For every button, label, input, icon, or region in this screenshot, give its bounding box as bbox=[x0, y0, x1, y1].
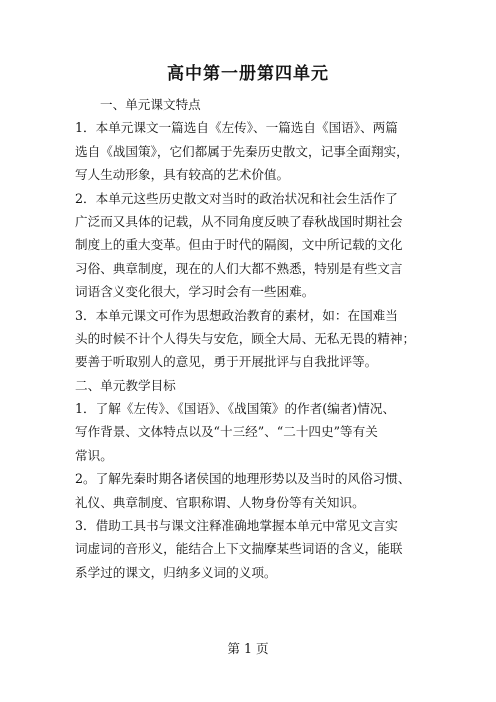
paragraph-line: 习俗、典章制度，现在的人们大都不熟悉，特别是有些文言 bbox=[75, 260, 403, 276]
paragraph-line: 写作背景、文体特点以及“十三经”、“二十四史”等有关 bbox=[75, 424, 378, 440]
paragraph-line: 广泛而又具体的记载，从不同角度反映了春秋战国时期社会 bbox=[75, 213, 403, 229]
paragraph-line: 系学过的课文，归纳多义词的义项。 bbox=[75, 564, 277, 580]
paragraph-line: 礼仪、典章制度、官职称谓、人物身份等有关知识。 bbox=[75, 494, 365, 510]
paragraph-line: 3．本单元课文可作为思想政治教育的素材，如：在国难当 bbox=[75, 307, 398, 323]
paragraph-line: 写人生动形象，具有较高的艺术价值。 bbox=[75, 167, 290, 183]
paragraph-line: 3．借助工具书与课文注释准确地掌握本单元中常见文言实 bbox=[75, 518, 398, 534]
section-heading-goals: 二、单元教学目标 bbox=[75, 377, 176, 393]
body-text bbox=[75, 93, 425, 584]
paragraph-line: 词虚词的音形义，能结合上下文揣摩某些词语的含义，能联 bbox=[75, 541, 403, 557]
paragraph-line: 制度上的重大变革。但由于时代的隔阂，文中所记载的文化 bbox=[75, 237, 403, 253]
paragraph-line: 选自《战国策》，它们都属于先秦历史散文，记事全面翔实， bbox=[75, 143, 409, 159]
paragraph-line: 头的时候不计个人得失与安危，顾全大局、无私无畏的精神； bbox=[75, 330, 416, 346]
paragraph-line: 1．本单元课文一篇选自《左传》、一篇选自《国语》、两篇 bbox=[75, 120, 398, 136]
paragraph-line: 常识。 bbox=[75, 447, 113, 463]
page-number: 第 1 页 bbox=[227, 641, 269, 656]
paragraph-line: 2．本单元这些历史散文对当时的政治状况和社会生活作了 bbox=[75, 190, 398, 206]
page-title: 高中第一册第四单元 bbox=[167, 64, 329, 84]
paragraph-line: 要善于听取别人的意见，勇于开展批评与自我批评等。 bbox=[75, 354, 378, 370]
section-heading-features: 一、单元课文特点 bbox=[100, 97, 201, 112]
paragraph-line: 词语含义变化很大，学习时会有一些困难。 bbox=[75, 284, 315, 300]
paragraph-line: 1．了解《左传》、《国语》、《战国策》的作者(编者)情况、 bbox=[75, 401, 396, 417]
paragraph-line: 2。了解先秦时期各诸侯国的地理形势以及当时的风俗习惯、 bbox=[75, 471, 411, 487]
